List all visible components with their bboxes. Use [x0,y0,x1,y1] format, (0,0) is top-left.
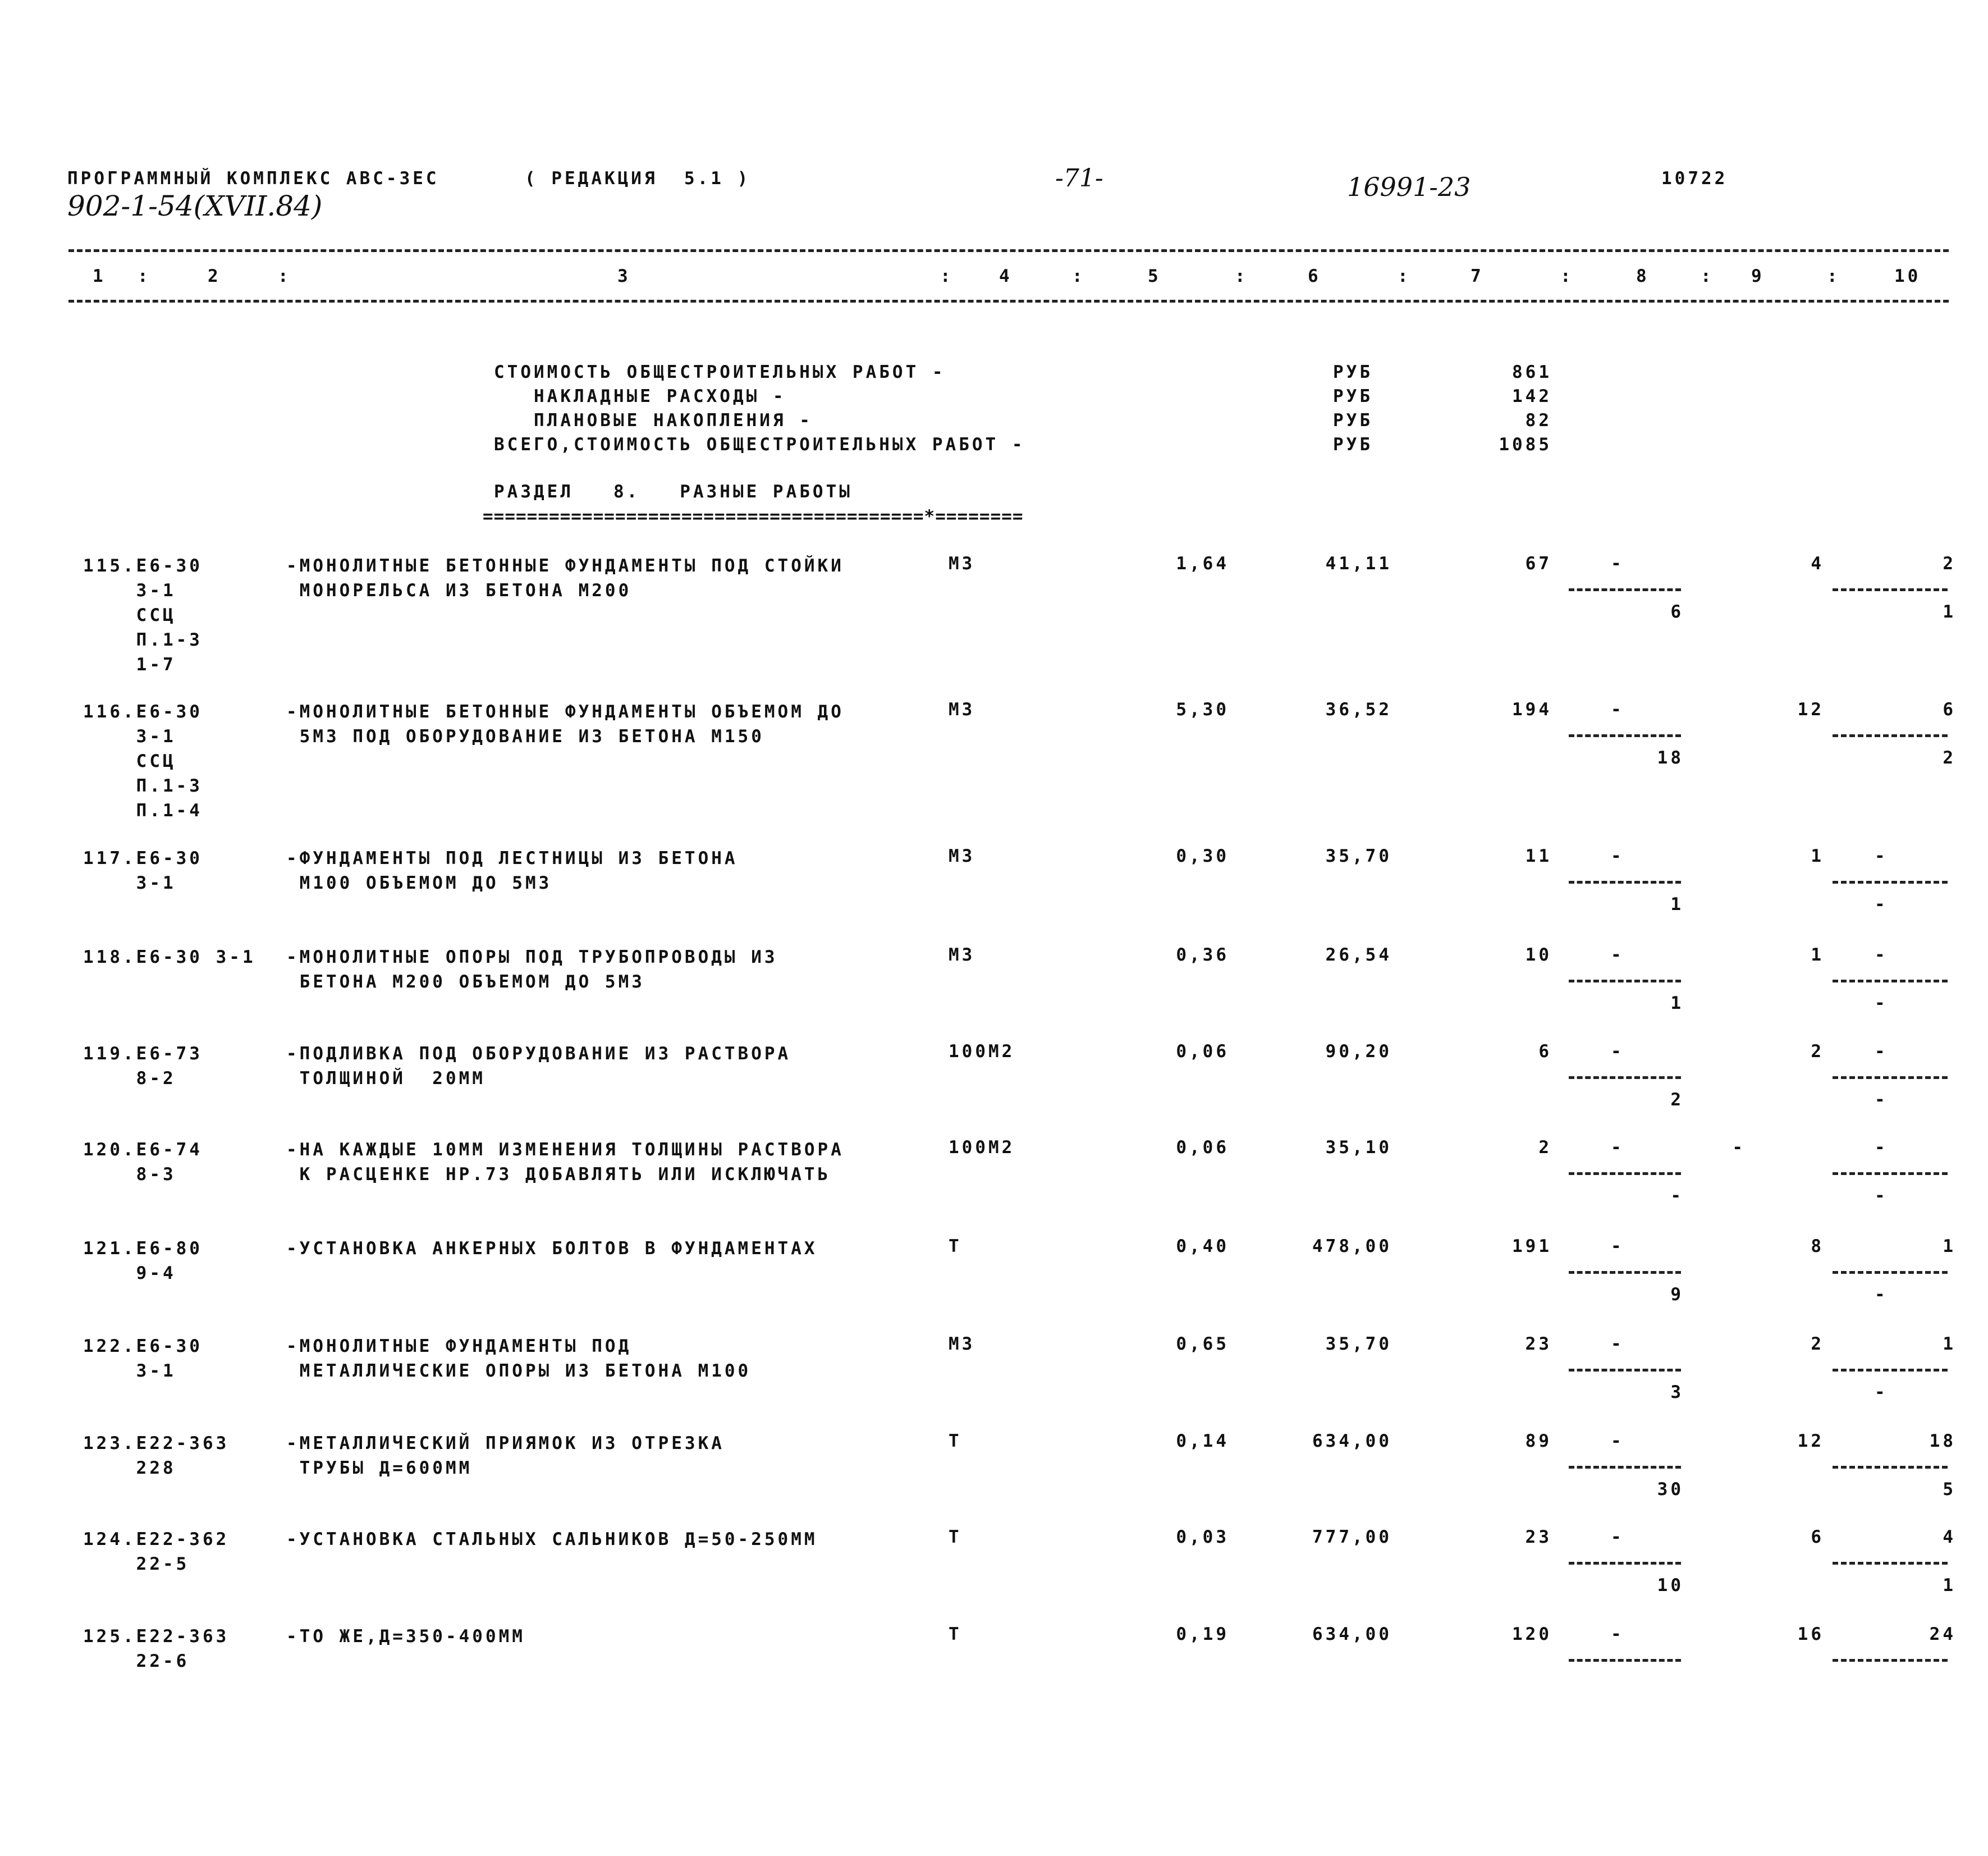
row-quantity: 1,64 [1176,554,1229,574]
row-col8-divider [1569,1369,1681,1372]
row-quantity: 0,14 [1176,1431,1229,1451]
page-number: -71- [1055,164,1103,193]
row-unit-price: 26,54 [1325,945,1392,965]
row-unit-price: 777,00 [1312,1527,1392,1547]
row-col8-divider [1569,588,1681,591]
row-total: 194 [1512,700,1552,720]
row-unit-price: 35,70 [1325,1334,1392,1354]
row-col8-top: - [1611,1527,1624,1547]
row-col10-bottom: - [1875,1186,1888,1206]
row-description: -ПОДЛИВКА ПОД ОБОРУДОВАНИЕ ИЗ РАСТВОРА ТОЛЩИНОЙ 20ММ [286,1044,791,1089]
row-col8-top: - [1611,945,1624,965]
row-col10-top: - [1875,1137,1888,1158]
row-col8-top: - [1611,1624,1624,1644]
column-label-3: 3 [617,266,631,286]
row-col8-bottom: 9 [1670,1284,1684,1305]
section-title: РАЗДЕЛ 8. РАЗНЫЕ РАБОТЫ [494,482,853,502]
row-code: 116.Е6-30 3-1 ССЦ П.1-3 П.1-4 [83,702,203,821]
row-unit: М3 [949,1334,975,1354]
row-total: 11 [1525,846,1552,866]
row-col10-top: - [1875,945,1888,965]
row-col10-top: - [1875,1041,1888,1062]
row-col9: 6 [1811,1527,1824,1547]
row-total: 10 [1525,945,1552,965]
row-total: 89 [1525,1431,1552,1451]
column-label-2: 2 [208,266,221,286]
row-col10-bottom: - [1875,894,1888,915]
row-unit-price: 90,20 [1325,1041,1392,1062]
summary-value: 82 [1525,410,1552,431]
row-col10-top: 4 [1943,1527,1956,1547]
handwritten-number: 16991-23 [1347,172,1471,202]
row-col8-divider [1569,1271,1681,1274]
row-col10-top: 1 [1943,1236,1956,1256]
row-col10-divider [1833,1562,1948,1565]
row-col8-bottom: 2 [1670,1090,1684,1110]
row-col10-divider [1833,1271,1948,1274]
row-quantity: 0,06 [1176,1137,1229,1158]
row-col10-bottom: - [1875,1284,1888,1305]
column-label-7: 7 [1471,266,1484,286]
row-col9: - [1732,1137,1746,1158]
row-col9: 12 [1797,700,1824,720]
row-col9: 16 [1797,1624,1824,1644]
row-col8-bottom: 18 [1657,748,1684,768]
row-unit: Т [949,1527,962,1547]
row-total: 120 [1512,1624,1552,1644]
row-col8-divider [1569,1562,1681,1565]
row-col10-divider [1833,1369,1948,1372]
header-rule-bottom [68,300,1949,303]
row-unit-price: 478,00 [1312,1236,1392,1256]
row-col9: 1 [1811,945,1824,965]
row-col10-divider [1833,980,1948,982]
handwritten-project-code: 902-1-54(XVII.84) [67,190,323,222]
row-col9: 2 [1811,1041,1824,1062]
column-separator: : [1235,266,1248,286]
row-col10-bottom: - [1875,1382,1888,1402]
row-quantity: 0,65 [1176,1334,1229,1354]
row-code: 121.Е6-80 9-4 [83,1238,203,1283]
row-col10-divider [1833,1659,1948,1662]
row-quantity: 5,30 [1176,700,1229,720]
row-description: -МОНОЛИТНЫЕ ОПОРЫ ПОД ТРУБОПРОВОДЫ ИЗ БЕТОНА М200 ОБЪЕМОМ ДО 5М3 [286,947,778,992]
row-col10-divider [1833,1172,1948,1175]
row-col10-divider [1833,1076,1948,1079]
summary-unit: РУБ [1333,386,1373,406]
row-col8-bottom: 6 [1670,602,1684,622]
row-description: -ТО ЖЕ,Д=350-400ММ [286,1626,525,1647]
summary-value: 142 [1512,386,1552,406]
row-col10-bottom: 1 [1943,1575,1956,1596]
row-description: -МОНОЛИТНЫЕ ФУНДАМЕНТЫ ПОД МЕТАЛЛИЧЕСКИЕ ОПОРЫ ИЗ БЕТОНА М100 [286,1336,752,1381]
row-col10-divider [1833,588,1948,591]
column-label-9: 9 [1751,266,1765,286]
summary-unit: РУБ [1333,435,1373,455]
row-col8-divider [1569,1172,1681,1175]
row-unit-price: 634,00 [1312,1431,1392,1451]
row-col9: 1 [1811,846,1824,866]
row-total: 191 [1512,1236,1552,1256]
row-unit: 100М2 [949,1041,1015,1062]
row-col8-divider [1569,1076,1681,1079]
row-quantity: 0,36 [1176,945,1229,965]
row-description: -ФУНДАМЕНТЫ ПОД ЛЕСТНИЦЫ ИЗ БЕТОНА М100 ОБЪЕМОМ ДО 5М3 [286,848,738,893]
row-unit-price: 41,11 [1325,554,1392,574]
row-code: 115.Е6-30 3-1 ССЦ П.1-3 1-7 [83,556,203,675]
row-col10-bottom: - [1875,993,1888,1013]
row-col8-divider [1569,980,1681,982]
summary-value: 861 [1512,362,1552,382]
row-unit: 100М2 [949,1137,1015,1158]
row-unit: Т [949,1624,962,1644]
row-col10-divider [1833,1466,1948,1469]
column-label-4: 4 [999,266,1013,286]
row-col10-top: 1 [1943,1334,1956,1354]
row-col8-top: - [1611,1334,1624,1354]
row-col10-bottom: 2 [1943,748,1956,768]
column-separator: : [1072,266,1085,286]
row-col8-bottom: 10 [1657,1575,1684,1596]
row-col10-top: - [1875,846,1888,866]
row-col9: 4 [1811,554,1824,574]
row-col9: 8 [1811,1236,1824,1256]
row-col10-bottom: - [1875,1090,1888,1110]
row-col10-divider [1833,881,1948,884]
row-description: -МОНОЛИТНЫЕ БЕТОННЫЕ ФУНДАМЕНТЫ ОБЪЕМОМ ДО 5М3 ПОД ОБОРУДОВАНИЕ ИЗ БЕТОНА М150 [286,702,844,747]
section-underline: ========================================*======== [483,506,1024,527]
column-label-8: 8 [1636,266,1650,286]
column-separator: : [278,266,291,286]
header-rule-top [68,249,1949,252]
row-unit-price: 35,70 [1325,846,1392,866]
row-quantity: 0,19 [1176,1624,1229,1644]
row-description: -НА КАЖДЫЕ 10ММ ИЗМЕНЕНИЯ ТОЛЩИНЫ РАСТВОРА К РАСЦЕНКЕ НР.73 ДОБАВЛЯТЬ ИЛИ ИСКЛЮЧАТЬ [286,1140,844,1185]
row-col10-top: 2 [1943,554,1956,574]
row-col8-top: - [1611,1041,1624,1062]
summary-unit: РУБ [1333,410,1373,431]
row-col10-bottom: 1 [1943,602,1956,622]
column-label-6: 6 [1308,266,1321,286]
row-quantity: 0,03 [1176,1527,1229,1547]
row-col8-divider [1569,1466,1681,1469]
summary-label: ПЛАНОВЫЕ НАКОПЛЕНИЯ - [494,410,813,431]
summary-label: СТОИМОСТЬ ОБЩЕСТРОИТЕЛЬНЫХ РАБОТ - [494,362,946,382]
row-total: 67 [1525,554,1552,574]
row-description: -УСТАНОВКА АНКЕРНЫХ БОЛТОВ В ФУНДАМЕНТАХ [286,1238,818,1259]
row-code: 123.Е22-363 228 [83,1433,230,1478]
row-total: 23 [1525,1527,1552,1547]
row-code: 118.Е6-30 3-1 [83,947,256,967]
row-code: 122.Е6-30 3-1 [83,1336,203,1381]
row-description: -МОНОЛИТНЫЕ БЕТОННЫЕ ФУНДАМЕНТЫ ПОД СТОЙКИ МОНОРЕЛЬСА ИЗ БЕТОНА М200 [286,556,844,601]
row-col10-bottom: 5 [1943,1479,1956,1500]
column-separator: : [1398,266,1411,286]
row-col8-top: - [1611,700,1624,720]
row-quantity: 0,30 [1176,846,1229,866]
row-unit: М3 [949,945,975,965]
column-label-5: 5 [1148,266,1161,286]
row-col10-divider [1833,734,1948,737]
document-number: 10722 [1661,168,1728,189]
row-code: 125.Е22-363 22-6 [83,1626,230,1671]
row-unit: Т [949,1431,962,1451]
row-col8-top: - [1611,554,1624,574]
row-quantity: 0,40 [1176,1236,1229,1256]
row-col8-bottom: 1 [1670,993,1684,1013]
row-code: 119.Е6-73 8-2 [83,1044,203,1089]
column-separator: : [940,266,954,286]
row-col8-divider [1569,734,1681,737]
row-quantity: 0,06 [1176,1041,1229,1062]
row-col8-top: - [1611,1236,1624,1256]
summary-label: ВСЕГО,СТОИМОСТЬ ОБЩЕСТРОИТЕЛЬНЫХ РАБОТ - [494,435,1025,455]
row-unit-price: 36,52 [1325,700,1392,720]
row-code: 120.Е6-74 8-3 [83,1140,203,1185]
row-col10-top: 18 [1929,1431,1956,1451]
row-code: 124.Е22-362 22-5 [83,1529,230,1574]
row-unit-price: 35,10 [1325,1137,1392,1158]
row-total: 23 [1525,1334,1552,1354]
row-col9: 12 [1797,1431,1824,1451]
row-unit-price: 634,00 [1312,1624,1392,1644]
row-col8-divider [1569,881,1681,884]
column-separator: : [1560,266,1574,286]
row-unit: М3 [949,554,975,574]
program-edition: ( РЕДАКЦИЯ 5.1 ) [525,168,751,189]
row-col8-top: - [1611,1137,1624,1158]
row-col8-top: - [1611,1431,1624,1451]
column-separator: : [138,266,151,286]
row-description: -УСТАНОВКА СТАЛЬНЫХ САЛЬНИКОВ Д=50-250ММ [286,1529,818,1549]
row-col8-divider [1569,1659,1681,1662]
row-col8-bottom: 30 [1657,1479,1684,1500]
row-col8-bottom: 1 [1670,894,1684,915]
row-col8-bottom: - [1670,1186,1684,1206]
column-separator: : [1701,266,1714,286]
row-unit: Т [949,1236,962,1256]
row-col9: 2 [1811,1334,1824,1354]
row-total: 2 [1538,1137,1552,1158]
column-separator: : [1827,266,1840,286]
summary-value: 1085 [1499,435,1552,455]
row-total: 6 [1538,1041,1552,1062]
row-col10-top: 24 [1929,1624,1956,1644]
program-title: ПРОГРАММНЫЙ КОМПЛЕКС АВС-3ЕС [67,168,439,189]
row-unit: М3 [949,700,975,720]
summary-label: НАКЛАДНЫЕ РАСХОДЫ - [494,386,786,406]
row-unit: М3 [949,846,975,866]
row-description: -МЕТАЛЛИЧЕСКИЙ ПРИЯМОК ИЗ ОТРЕЗКА ТРУБЫ Д=600ММ [286,1433,725,1478]
row-col10-top: 6 [1943,700,1956,720]
column-label-1: 1 [93,266,106,286]
row-col8-bottom: 3 [1670,1382,1684,1402]
summary-unit: РУБ [1333,362,1373,382]
column-label-10: 10 [1894,266,1921,286]
row-code: 117.Е6-30 3-1 [83,848,203,893]
row-col8-top: - [1611,846,1624,866]
